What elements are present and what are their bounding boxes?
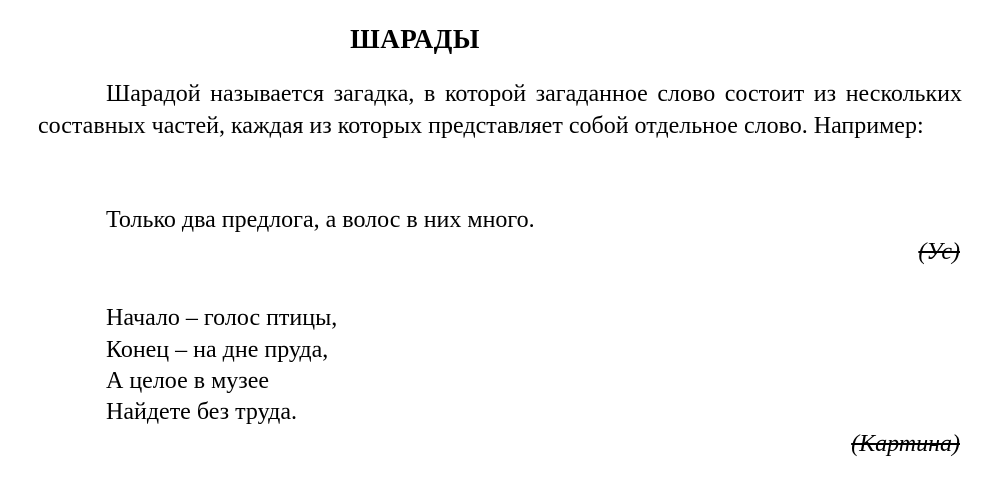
riddle-2-line-1: Начало – голос птицы, xyxy=(106,305,338,331)
intro-paragraph: Шарадой называется загадка, в которой загаданное слово состоит из нескольких составных частей, каждая из которых представляет собой отдельное слово. Например: xyxy=(38,81,962,139)
riddle-2-line-2: Конец – на дне пруда, xyxy=(106,337,329,363)
riddle-2-line-4: Найдете без труда. xyxy=(106,399,297,425)
riddle-2-line-3: А целое в музее xyxy=(106,368,270,394)
riddle-1-line-1: Только два предлога, а волос в них много. xyxy=(106,207,535,233)
page-title: ШАРАДЫ xyxy=(350,24,480,54)
riddle-1-answer: (Ус) xyxy=(918,239,960,265)
riddle-2-answer: (Картина) xyxy=(851,431,960,457)
